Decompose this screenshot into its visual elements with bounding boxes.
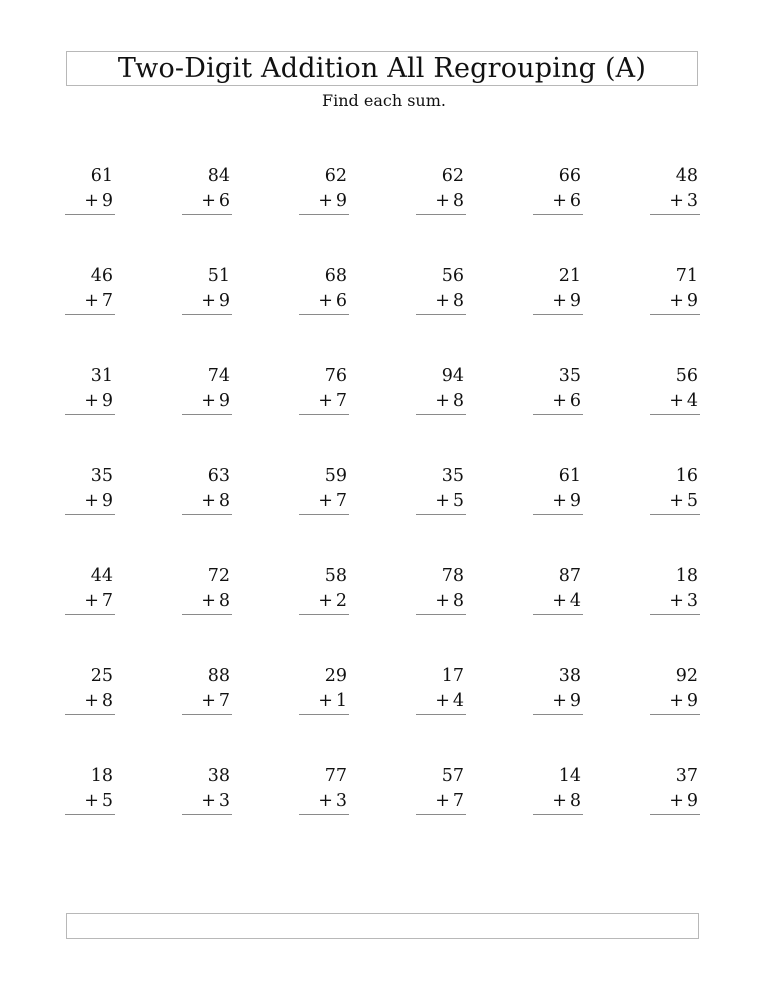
second-addend (182, 589, 232, 615)
second-addend (533, 489, 583, 515)
second-addend-value: 6 (218, 191, 230, 211)
plus-sign: + (552, 391, 567, 411)
second-addend-value: 5 (686, 491, 698, 511)
second-addend (65, 489, 115, 515)
second-addend (182, 189, 232, 215)
plus-sign: + (201, 791, 216, 811)
second-addend (182, 689, 232, 715)
addition-problem (299, 464, 349, 515)
plus-sign: + (84, 791, 99, 811)
first-addend: 62 (441, 166, 464, 186)
second-addend-value: 2 (335, 591, 347, 611)
first-addend: 88 (207, 666, 230, 686)
plus-sign: + (318, 491, 333, 511)
plus-sign: + (201, 591, 216, 611)
addition-problem (650, 164, 700, 215)
plus-sign: + (669, 191, 684, 211)
second-addend-value: 5 (452, 491, 464, 511)
second-addend (650, 489, 700, 515)
second-addend-value: 8 (452, 191, 464, 211)
second-addend-value: 9 (218, 391, 230, 411)
plus-sign: + (552, 191, 567, 211)
first-addend: 51 (207, 266, 230, 286)
addition-problem (65, 164, 115, 215)
addition-problem (182, 464, 232, 515)
first-addend: 46 (90, 266, 113, 286)
addition-problem (533, 364, 583, 415)
first-addend: 18 (675, 566, 698, 586)
second-addend (65, 589, 115, 615)
addition-problem (416, 364, 466, 415)
second-addend (533, 589, 583, 615)
addition-problem (65, 264, 115, 315)
plus-sign: + (669, 691, 684, 711)
instructions: Find each sum. (322, 91, 446, 110)
second-addend (65, 389, 115, 415)
first-addend: 94 (441, 366, 464, 386)
plus-sign: + (318, 191, 333, 211)
addition-problem (182, 164, 232, 215)
second-addend (299, 789, 349, 815)
second-addend (650, 289, 700, 315)
second-addend (299, 389, 349, 415)
addition-problem (416, 464, 466, 515)
addition-problem (299, 164, 349, 215)
plus-sign: + (669, 791, 684, 811)
plus-sign: + (84, 691, 99, 711)
addition-problem (416, 764, 466, 815)
first-addend: 38 (558, 666, 581, 686)
plus-sign: + (669, 591, 684, 611)
addition-problem (299, 764, 349, 815)
second-addend-value: 9 (335, 191, 347, 211)
second-addend (299, 189, 349, 215)
second-addend-value: 1 (335, 691, 347, 711)
second-addend (65, 789, 115, 815)
second-addend-value: 4 (569, 591, 581, 611)
plus-sign: + (435, 391, 450, 411)
footer-box (66, 913, 699, 939)
first-addend: 61 (90, 166, 113, 186)
first-addend: 77 (324, 766, 347, 786)
first-addend: 35 (441, 466, 464, 486)
first-addend: 56 (675, 366, 698, 386)
second-addend (65, 289, 115, 315)
addition-problem (650, 264, 700, 315)
first-addend: 16 (675, 466, 698, 486)
plus-sign: + (552, 291, 567, 311)
plus-sign: + (435, 691, 450, 711)
second-addend-value: 9 (569, 291, 581, 311)
addition-problem (533, 564, 583, 615)
first-addend: 44 (90, 566, 113, 586)
plus-sign: + (84, 291, 99, 311)
second-addend-value: 9 (686, 791, 698, 811)
second-addend (650, 189, 700, 215)
plus-sign: + (201, 391, 216, 411)
second-addend (182, 489, 232, 515)
addition-problem (416, 664, 466, 715)
second-addend (416, 189, 466, 215)
first-addend: 58 (324, 566, 347, 586)
addition-problem (299, 264, 349, 315)
second-addend (416, 789, 466, 815)
plus-sign: + (435, 591, 450, 611)
second-addend (533, 689, 583, 715)
second-addend (65, 689, 115, 715)
second-addend (416, 389, 466, 415)
plus-sign: + (318, 791, 333, 811)
second-addend-value: 3 (218, 791, 230, 811)
second-addend (533, 189, 583, 215)
addition-problem (416, 164, 466, 215)
second-addend (416, 689, 466, 715)
first-addend: 71 (675, 266, 698, 286)
addition-problem (65, 364, 115, 415)
plus-sign: + (552, 791, 567, 811)
first-addend: 29 (324, 666, 347, 686)
second-addend-value: 8 (452, 591, 464, 611)
first-addend: 35 (558, 366, 581, 386)
second-addend (416, 289, 466, 315)
addition-problem (65, 464, 115, 515)
first-addend: 37 (675, 766, 698, 786)
first-addend: 38 (207, 766, 230, 786)
second-addend-value: 7 (101, 291, 113, 311)
second-addend-value: 8 (218, 491, 230, 511)
first-addend: 18 (90, 766, 113, 786)
second-addend-value: 6 (569, 191, 581, 211)
second-addend-value: 3 (686, 191, 698, 211)
second-addend-value: 3 (335, 791, 347, 811)
second-addend-value: 4 (686, 391, 698, 411)
addition-problem (533, 664, 583, 715)
plus-sign: + (84, 191, 99, 211)
second-addend-value: 9 (101, 491, 113, 511)
addition-problem (533, 464, 583, 515)
first-addend: 61 (558, 466, 581, 486)
addition-problem (533, 164, 583, 215)
worksheet-title: Two-Digit Addition All Regrouping (A) (117, 53, 647, 84)
second-addend-value: 8 (101, 691, 113, 711)
addition-problem (65, 664, 115, 715)
second-addend-value: 8 (218, 591, 230, 611)
second-addend (533, 389, 583, 415)
second-addend-value: 8 (452, 291, 464, 311)
plus-sign: + (84, 491, 99, 511)
addition-problem (533, 264, 583, 315)
second-addend-value: 4 (452, 691, 464, 711)
plus-sign: + (201, 491, 216, 511)
first-addend: 48 (675, 166, 698, 186)
first-addend: 74 (207, 366, 230, 386)
second-addend (182, 389, 232, 415)
plus-sign: + (318, 291, 333, 311)
addition-problem (299, 564, 349, 615)
plus-sign: + (552, 591, 567, 611)
first-addend: 17 (441, 666, 464, 686)
addition-problem (299, 664, 349, 715)
first-addend: 84 (207, 166, 230, 186)
first-addend: 87 (558, 566, 581, 586)
addition-problem (299, 364, 349, 415)
first-addend: 92 (675, 666, 698, 686)
second-addend (416, 589, 466, 615)
second-addend (416, 489, 466, 515)
addition-problem (650, 664, 700, 715)
addition-problem (650, 364, 700, 415)
second-addend-value: 5 (101, 791, 113, 811)
first-addend: 72 (207, 566, 230, 586)
second-addend-value: 7 (101, 591, 113, 611)
second-addend (65, 189, 115, 215)
first-addend: 25 (90, 666, 113, 686)
addition-problem (416, 564, 466, 615)
addition-problem (182, 764, 232, 815)
plus-sign: + (669, 491, 684, 511)
second-addend-value: 9 (686, 691, 698, 711)
addition-problem (650, 464, 700, 515)
second-addend (650, 689, 700, 715)
first-addend: 21 (558, 266, 581, 286)
plus-sign: + (435, 491, 450, 511)
second-addend (299, 689, 349, 715)
second-addend (650, 589, 700, 615)
addition-problem (182, 664, 232, 715)
second-addend (533, 789, 583, 815)
plus-sign: + (201, 291, 216, 311)
second-addend (182, 289, 232, 315)
plus-sign: + (552, 491, 567, 511)
second-addend-value: 7 (452, 791, 464, 811)
plus-sign: + (201, 691, 216, 711)
second-addend-value: 7 (335, 491, 347, 511)
second-addend-value: 6 (335, 291, 347, 311)
plus-sign: + (318, 591, 333, 611)
plus-sign: + (84, 591, 99, 611)
second-addend-value: 8 (452, 391, 464, 411)
first-addend: 68 (324, 266, 347, 286)
plus-sign: + (435, 291, 450, 311)
first-addend: 63 (207, 466, 230, 486)
second-addend-value: 7 (335, 391, 347, 411)
second-addend (533, 289, 583, 315)
second-addend-value: 9 (686, 291, 698, 311)
second-addend-value: 9 (218, 291, 230, 311)
second-addend-value: 9 (101, 391, 113, 411)
addition-problem (65, 564, 115, 615)
plus-sign: + (435, 791, 450, 811)
addition-problem (182, 264, 232, 315)
plus-sign: + (669, 291, 684, 311)
second-addend (182, 789, 232, 815)
plus-sign: + (552, 691, 567, 711)
second-addend-value: 7 (218, 691, 230, 711)
plus-sign: + (84, 391, 99, 411)
first-addend: 57 (441, 766, 464, 786)
addition-problem (182, 564, 232, 615)
second-addend-value: 8 (569, 791, 581, 811)
addition-problem (650, 564, 700, 615)
first-addend: 56 (441, 266, 464, 286)
second-addend-value: 3 (686, 591, 698, 611)
first-addend: 66 (558, 166, 581, 186)
second-addend-value: 9 (569, 491, 581, 511)
first-addend: 14 (558, 766, 581, 786)
plus-sign: + (669, 391, 684, 411)
first-addend: 59 (324, 466, 347, 486)
second-addend (650, 789, 700, 815)
plus-sign: + (318, 391, 333, 411)
first-addend: 62 (324, 166, 347, 186)
plus-sign: + (201, 191, 216, 211)
second-addend (299, 489, 349, 515)
first-addend: 78 (441, 566, 464, 586)
second-addend-value: 9 (569, 691, 581, 711)
addition-problem (533, 764, 583, 815)
second-addend-value: 9 (101, 191, 113, 211)
second-addend (299, 589, 349, 615)
second-addend-value: 6 (569, 391, 581, 411)
second-addend (299, 289, 349, 315)
addition-problem (650, 764, 700, 815)
addition-problem (182, 364, 232, 415)
addition-problem (416, 264, 466, 315)
first-addend: 76 (324, 366, 347, 386)
plus-sign: + (435, 191, 450, 211)
first-addend: 31 (90, 366, 113, 386)
plus-sign: + (318, 691, 333, 711)
first-addend: 35 (90, 466, 113, 486)
addition-problem (65, 764, 115, 815)
second-addend (650, 389, 700, 415)
